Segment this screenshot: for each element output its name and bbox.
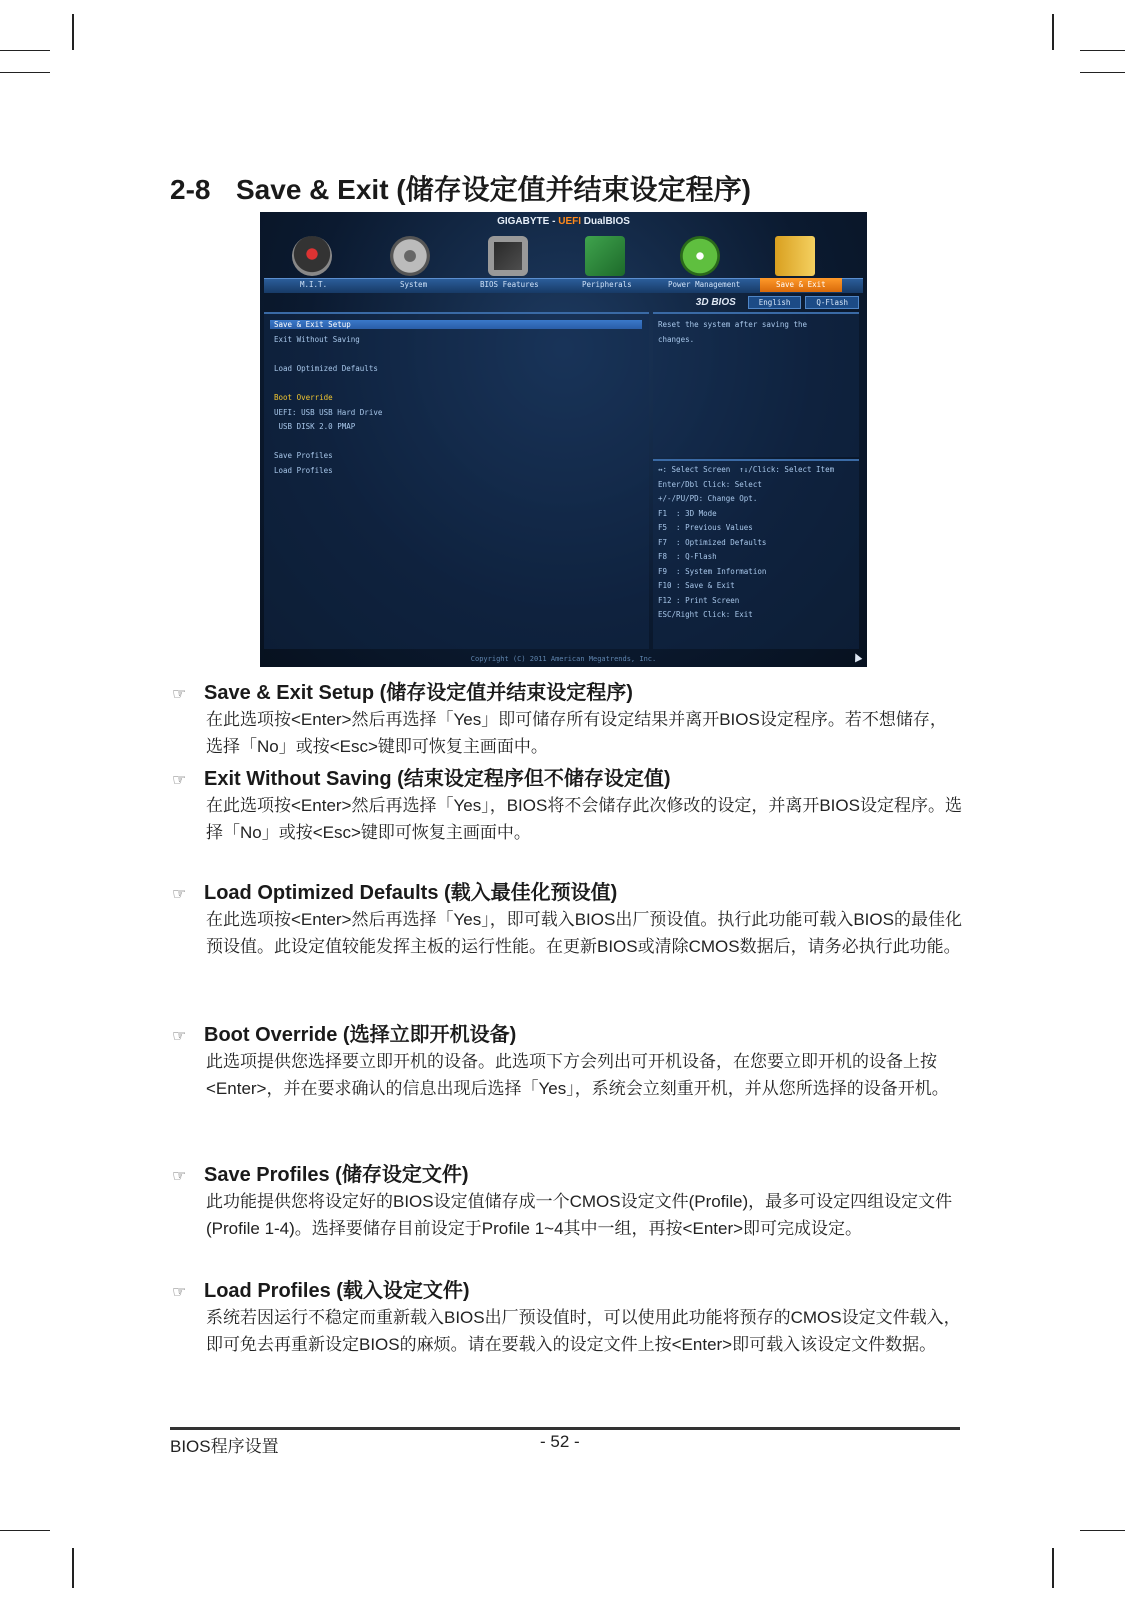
- crop-mark: [1080, 1530, 1125, 1531]
- bios-help-panel: [653, 312, 859, 457]
- language-button[interactable]: English: [748, 296, 802, 309]
- item-heading: ☞ Save & Exit Setup (储存设定值并结束设定程序): [172, 680, 962, 706]
- menu-exit-without-saving[interactable]: Exit Without Saving: [274, 335, 360, 344]
- hand-pointer-icon: ☞: [172, 1168, 187, 1185]
- item-body: 系统若因运行不稳定而重新载入BIOS出厂预设值时，可以使用此功能将预存的CMOS设定文件载入，即可免去再重新设定BIOS的麻烦。请在要载入的设定文件上按<Enter>即可载入该设定文件数据。: [206, 1308, 961, 1354]
- key-hint: F7 : Optimized Defaults: [658, 538, 767, 547]
- item-body: 在此选项按<Enter>然后再选择「Yes」即可储存所有设定结果并离开BIOS设定程序。若不想储存，选择「No」或按<Esc>键即可恢复主画面中。: [206, 710, 947, 756]
- item-heading: ☞ Exit Without Saving (结束设定程序但不储存设定值): [172, 766, 962, 792]
- crop-mark: [0, 50, 50, 51]
- bios-keys-panel: [653, 459, 859, 649]
- bios-tab-bar: [264, 278, 863, 293]
- key-hint: F1 : 3D Mode: [658, 509, 717, 518]
- hand-pointer-icon: ☞: [172, 772, 187, 789]
- menu-load-optimized-defaults[interactable]: Load Optimized Defaults: [274, 364, 378, 373]
- item-heading: ☞ Boot Override (选择立即开机设备): [172, 1022, 962, 1048]
- help-text: changes.: [658, 335, 695, 344]
- exit-door-icon[interactable]: [775, 236, 815, 276]
- footer-rule: [170, 1427, 960, 1430]
- footer-chapter: BIOS程序设置: [170, 1437, 279, 1456]
- crop-mark: [0, 1530, 50, 1531]
- crop-mark: [1080, 50, 1125, 51]
- item-body: 在此选项按<Enter>然后再选择「Yes」，BIOS将不会储存此次修改的设定，并离开BIOS设定程序。选择「No」或按<Esc>键即可恢复主画面中。: [206, 796, 962, 842]
- tab-system[interactable]: System: [400, 280, 428, 289]
- tab-save-exit[interactable]: Save & Exit: [760, 278, 842, 292]
- item-heading: ☞ Load Profiles (载入设定文件): [172, 1278, 962, 1304]
- key-hint: ESC/Right Click: Exit: [658, 610, 753, 619]
- hand-pointer-icon: ☞: [172, 1284, 187, 1301]
- menu-boot-device[interactable]: UEFI: USB USB Hard Drive: [274, 408, 383, 417]
- bios-copyright: Copyright (C) 2011 American Megatrends, Inc.: [470, 655, 657, 663]
- bios-brand: GIGABYTE - UEFI DualBIOS: [497, 216, 630, 227]
- gear-icon[interactable]: [390, 236, 430, 276]
- menu-save-profiles[interactable]: Save Profiles: [274, 451, 333, 460]
- bios-screenshot: [260, 212, 867, 667]
- key-hint: ↔: Select Screen ↑↓/Click: Select Item: [658, 465, 835, 474]
- item-load-profiles: [172, 1278, 962, 1358]
- bios-sub-bar: [696, 296, 859, 309]
- bios-menu-panel: [264, 312, 649, 649]
- crop-mark: [0, 72, 50, 73]
- hand-pointer-icon: ☞: [172, 686, 187, 703]
- section-heading: [170, 168, 751, 208]
- key-hint: F8 : Q-Flash: [658, 552, 717, 561]
- item-boot-override: [172, 1022, 962, 1102]
- tab-power-management[interactable]: Power Management: [668, 280, 741, 289]
- chip-icon[interactable]: [488, 236, 528, 276]
- section-title: Save & Exit (储存设定值并结束设定程序): [236, 174, 751, 205]
- power-icon[interactable]: [680, 236, 720, 276]
- key-hint: +/-/PU/PD: Change Opt.: [658, 494, 758, 503]
- hand-pointer-icon: ☞: [172, 886, 187, 903]
- key-hint: F10 : Save & Exit: [658, 581, 735, 590]
- key-hint: F5 : Previous Values: [658, 523, 753, 532]
- key-hint: Enter/Dbl Click: Select: [658, 480, 762, 489]
- tab-mit[interactable]: M.I.T.: [300, 280, 328, 289]
- crop-mark: [72, 1548, 74, 1588]
- menu-load-profiles[interactable]: Load Profiles: [274, 466, 333, 475]
- item-heading: ☞ Save Profiles (储存设定文件): [172, 1162, 962, 1188]
- section-number: 2-8: [170, 174, 211, 205]
- item-exit-without-saving: [172, 766, 962, 846]
- menu-save-exit-setup[interactable]: Save & Exit Setup: [270, 320, 642, 329]
- item-load-optimized-defaults: [172, 880, 962, 960]
- menu-boot-device[interactable]: USB DISK 2.0 PMAP: [274, 422, 356, 431]
- key-hint: F9 : System Information: [658, 567, 767, 576]
- speedometer-icon[interactable]: [292, 236, 332, 276]
- crop-mark: [1080, 72, 1125, 73]
- qflash-button[interactable]: Q-Flash: [805, 296, 859, 309]
- tab-bios-features[interactable]: BIOS Features: [480, 280, 539, 289]
- item-body: 在此选项按<Enter>然后再选择「Yes」，即可载入BIOS出厂预设值。执行此功能可载入BIOS的最佳化预设值。此设定值较能发挥主板的运行性能。在更新BIOS或清除CMOS数据后，请务必执行此功能。: [206, 910, 962, 956]
- crop-mark: [72, 14, 74, 50]
- menu-boot-override-label: Boot Override: [274, 393, 333, 402]
- item-heading: ☞ Load Optimized Defaults (载入最佳化预设值): [172, 880, 962, 906]
- help-text: Reset the system after saving the: [658, 320, 808, 329]
- item-body: 此功能提供您将设定好的BIOS设定值储存成一个CMOS设定文件(Profile)，最多可设定四组设定文件(Profile 1-4)。选择要储存目前设定于Profile 1~4其中一组，再按<Enter>即可完成设定。: [206, 1192, 953, 1238]
- crop-mark: [1052, 14, 1054, 50]
- peripherals-icon[interactable]: [585, 236, 625, 276]
- item-save-exit-setup: [172, 680, 962, 760]
- page-number: - 52 -: [540, 1432, 580, 1451]
- hand-pointer-icon: ☞: [172, 1028, 187, 1045]
- item-save-profiles: [172, 1162, 962, 1242]
- item-body: 此选项提供您选择要立即开机的设备。此选项下方会列出可开机设备，在您要立即开机的设备上按<Enter>，并在要求确认的信息出现后选择「Yes」，系统会立刻重开机，并从您所选择的设备开机。: [206, 1052, 949, 1098]
- key-hint: F12 : Print Screen: [658, 596, 740, 605]
- 3d-bios-logo[interactable]: 3D BIOS: [695, 297, 736, 308]
- crop-mark: [1052, 1548, 1054, 1588]
- tab-peripherals[interactable]: Peripherals: [582, 280, 632, 289]
